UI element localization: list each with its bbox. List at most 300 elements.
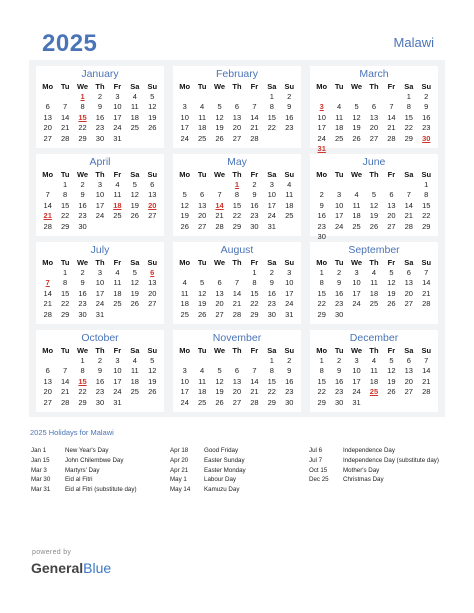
day-cell: 28 xyxy=(232,309,242,319)
holiday-day-cell: 31 xyxy=(317,144,326,154)
year-title: 2025 xyxy=(42,30,98,57)
day-cell: 26 xyxy=(148,387,157,397)
weekday-header: Sa xyxy=(130,345,140,355)
month-august xyxy=(173,242,301,324)
day-cell: 23 xyxy=(95,123,105,133)
empty-day-cell xyxy=(365,91,382,102)
day-cell: 23 xyxy=(334,387,344,397)
empty-day-cell xyxy=(330,91,347,102)
day-cell: 20 xyxy=(148,288,157,298)
weekday-header: Tu xyxy=(334,345,344,355)
day-cell: 7 xyxy=(406,190,411,200)
day-cell: 7 xyxy=(63,102,68,112)
holiday-date: Jul 6 xyxy=(309,447,323,454)
day-cell: 21 xyxy=(215,211,224,221)
day-cell: 17 xyxy=(352,376,361,386)
day-cell: 20 xyxy=(387,211,396,221)
weekday-header: Tu xyxy=(197,81,207,91)
weekday-header: Fr xyxy=(250,169,259,179)
day-cell: 11 xyxy=(180,288,189,298)
month-july xyxy=(36,242,164,324)
weekday-header: Mo xyxy=(179,345,191,355)
holiday-day-cell: 21 xyxy=(43,211,52,221)
day-cell: 19 xyxy=(180,211,189,221)
weekday-header: Sa xyxy=(130,169,140,179)
day-cell: 3 xyxy=(269,179,274,189)
weekday-header: We xyxy=(350,345,363,355)
day-cell: 29 xyxy=(317,397,326,407)
empty-day-cell xyxy=(211,355,228,366)
weekday-header: Sa xyxy=(267,81,277,91)
weekday-header: Tu xyxy=(60,81,70,91)
holiday-date: Oct 15 xyxy=(309,466,328,474)
day-cell: 27 xyxy=(43,397,52,407)
holiday-date: Jan 1 xyxy=(31,447,47,454)
weekday-header: Fr xyxy=(387,81,396,91)
day-cell: 30 xyxy=(95,133,105,143)
empty-day-cell xyxy=(313,179,330,190)
day-cell: 17 xyxy=(334,211,344,221)
day-cell: 25 xyxy=(352,221,361,231)
day-cell: 4 xyxy=(371,267,377,277)
day-cell: 27 xyxy=(43,133,52,143)
empty-day-cell xyxy=(39,91,56,102)
day-cell: 15 xyxy=(317,376,326,386)
day-cell: 7 xyxy=(252,366,257,376)
day-cell: 8 xyxy=(252,278,257,288)
empty-day-cell xyxy=(126,309,143,320)
day-cell: 8 xyxy=(319,366,324,376)
day-cell: 15 xyxy=(232,200,242,210)
day-cell: 27 xyxy=(404,299,413,309)
empty-day-cell xyxy=(365,309,382,320)
day-cell: 30 xyxy=(78,221,87,231)
day-cell: 26 xyxy=(197,309,207,319)
day-cell: 24 xyxy=(317,133,326,143)
weekday-header: Th xyxy=(232,257,242,267)
day-cell: 16 xyxy=(267,288,276,298)
holiday-name: Christmas Day xyxy=(343,476,384,484)
day-cell: 1 xyxy=(269,355,274,365)
day-cell: 14 xyxy=(60,112,70,122)
day-cell: 13 xyxy=(232,376,242,386)
day-cell: 23 xyxy=(334,299,344,309)
day-cell: 21 xyxy=(422,376,431,386)
calendar-grid xyxy=(36,66,438,411)
weekday-header: Fr xyxy=(387,169,396,179)
day-cell: 3 xyxy=(115,91,120,101)
day-cell: 10 xyxy=(285,278,294,288)
empty-day-cell xyxy=(348,144,365,155)
day-cell: 17 xyxy=(317,123,326,133)
day-cell: 13 xyxy=(148,190,157,200)
day-cell: 13 xyxy=(387,200,396,210)
day-cell: 19 xyxy=(130,200,139,210)
holiday-date: Mar 30 xyxy=(31,476,51,484)
empty-day-cell xyxy=(126,397,143,408)
month-january xyxy=(36,66,164,148)
day-cell: 29 xyxy=(267,397,276,407)
day-cell: 3 xyxy=(182,366,187,376)
day-cell: 22 xyxy=(78,387,87,397)
day-cell: 22 xyxy=(317,387,326,397)
weekday-header: Fr xyxy=(250,81,259,91)
day-cell: 9 xyxy=(287,102,292,112)
weekday-header: Th xyxy=(369,81,379,91)
empty-day-cell xyxy=(176,91,193,102)
holiday-name: Kamuzu Day xyxy=(204,486,240,494)
day-cell: 31 xyxy=(352,397,361,407)
day-cell: 12 xyxy=(130,190,139,200)
day-cell: 17 xyxy=(113,112,122,122)
day-cell: 19 xyxy=(369,211,379,221)
day-cell: 11 xyxy=(370,278,378,288)
day-cell: 2 xyxy=(424,91,429,101)
day-cell: 3 xyxy=(287,267,292,277)
weekday-header: Su xyxy=(284,81,295,91)
day-cell: 13 xyxy=(369,112,379,122)
weekday-header: We xyxy=(213,81,226,91)
weekday-header: Th xyxy=(369,257,379,267)
day-cell: 26 xyxy=(148,123,157,133)
day-cell: 6 xyxy=(217,278,222,288)
empty-day-cell xyxy=(176,267,193,278)
day-cell: 10 xyxy=(180,376,189,386)
day-cell: 20 xyxy=(43,387,52,397)
day-cell: 9 xyxy=(80,190,85,200)
day-cell: 21 xyxy=(60,387,70,397)
empty-day-cell xyxy=(246,355,263,366)
weekday-header: Sa xyxy=(267,345,277,355)
empty-day-cell xyxy=(348,309,365,320)
day-cell: 21 xyxy=(232,299,242,309)
day-cell: 30 xyxy=(334,397,344,407)
day-cell: 26 xyxy=(387,299,396,309)
weekday-header: Mo xyxy=(42,257,54,267)
day-cell: 14 xyxy=(422,278,431,288)
day-cell: 18 xyxy=(369,288,379,298)
day-cell: 18 xyxy=(113,288,122,298)
weekday-header: Fr xyxy=(387,257,396,267)
day-cell: 15 xyxy=(267,112,276,122)
weekday-header: Mo xyxy=(179,169,191,179)
day-cell: 9 xyxy=(337,278,342,288)
day-cell: 28 xyxy=(250,133,259,143)
day-cell: 6 xyxy=(406,267,411,277)
day-cell: 21 xyxy=(250,387,259,397)
day-cell: 5 xyxy=(132,267,137,277)
empty-day-cell xyxy=(330,232,347,243)
weekday-header: Su xyxy=(147,169,158,179)
day-cell: 29 xyxy=(422,221,431,231)
day-cell: 12 xyxy=(130,278,139,288)
day-cell: 23 xyxy=(78,211,87,221)
day-cell: 19 xyxy=(352,123,361,133)
day-cell: 9 xyxy=(97,366,103,376)
day-cell: 11 xyxy=(130,102,139,112)
day-cell: 29 xyxy=(78,397,87,407)
empty-day-cell xyxy=(144,133,161,144)
day-cell: 21 xyxy=(422,288,431,298)
day-cell: 26 xyxy=(130,299,139,309)
month-name: December xyxy=(349,332,399,344)
day-cell: 5 xyxy=(200,278,205,288)
day-cell: 7 xyxy=(45,190,50,200)
day-cell: 2 xyxy=(80,267,85,277)
holiday-list-item xyxy=(170,485,246,495)
day-cell: 11 xyxy=(198,376,207,386)
day-cell: 11 xyxy=(352,200,361,210)
day-cell: 31 xyxy=(113,133,122,143)
weekday-header: Tu xyxy=(197,257,207,267)
day-cell: 28 xyxy=(60,133,70,143)
holiday-list-item xyxy=(170,466,246,476)
day-cell: 14 xyxy=(404,200,413,210)
month-name: May xyxy=(227,156,247,168)
weekday-header: We xyxy=(76,81,89,91)
empty-day-cell xyxy=(418,397,435,408)
day-cell: 4 xyxy=(354,190,359,200)
day-cell: 8 xyxy=(269,366,274,376)
day-cell: 23 xyxy=(95,387,105,397)
day-cell: 22 xyxy=(232,211,242,221)
month-march xyxy=(310,66,438,154)
day-cell: 17 xyxy=(180,387,189,397)
day-cell: 5 xyxy=(132,179,137,189)
empty-day-cell xyxy=(400,144,417,155)
holiday-name: Labour Day xyxy=(204,476,236,484)
day-cell: 16 xyxy=(334,376,344,386)
day-cell: 26 xyxy=(369,221,379,231)
weekday-header: Fr xyxy=(250,345,259,355)
month-september xyxy=(310,242,438,324)
weekday-header: Tu xyxy=(197,345,207,355)
holiday-list-item xyxy=(31,456,137,466)
day-cell: 19 xyxy=(215,387,224,397)
powered-by-label: powered by xyxy=(32,549,72,556)
weekday-header: Su xyxy=(284,169,295,179)
day-cell: 25 xyxy=(369,299,379,309)
day-cell: 1 xyxy=(63,179,68,189)
day-cell: 12 xyxy=(215,112,224,122)
day-cell: 22 xyxy=(78,123,87,133)
empty-day-cell xyxy=(176,179,193,190)
month-name: March xyxy=(359,68,389,80)
day-cell: 27 xyxy=(404,387,413,397)
month-name: June xyxy=(362,156,386,168)
holiday-name: Easter Monday xyxy=(204,466,246,474)
day-cell: 9 xyxy=(252,190,257,200)
month-november xyxy=(173,330,301,412)
day-cell: 30 xyxy=(95,397,105,407)
day-cell: 7 xyxy=(234,278,240,288)
day-cell: 21 xyxy=(404,211,413,221)
day-cell: 18 xyxy=(180,299,189,309)
day-cell: 2 xyxy=(287,91,292,101)
empty-day-cell xyxy=(348,91,365,102)
empty-day-cell xyxy=(193,179,210,190)
day-cell: 22 xyxy=(60,211,70,221)
empty-day-cell xyxy=(109,309,126,320)
weekday-header: Th xyxy=(232,81,242,91)
day-cell: 27 xyxy=(148,299,157,309)
day-cell: 17 xyxy=(352,288,361,298)
day-cell: 4 xyxy=(132,91,137,101)
day-cell: 4 xyxy=(182,278,187,288)
weekday-header: Su xyxy=(284,345,295,355)
day-cell: 22 xyxy=(267,123,276,133)
day-cell: 20 xyxy=(232,123,242,133)
day-cell: 3 xyxy=(97,267,103,277)
month-days-table xyxy=(39,345,161,408)
empty-day-cell xyxy=(330,179,347,190)
day-cell: 8 xyxy=(424,190,429,200)
holiday-day-cell: 20 xyxy=(148,200,157,210)
day-cell: 12 xyxy=(180,200,189,210)
day-cell: 14 xyxy=(250,376,259,386)
day-cell: 23 xyxy=(285,123,294,133)
day-cell: 30 xyxy=(267,309,276,319)
empty-day-cell xyxy=(418,309,435,320)
empty-day-cell xyxy=(400,397,417,408)
month-name: April xyxy=(89,156,111,168)
day-cell: 20 xyxy=(197,211,207,221)
day-cell: 23 xyxy=(267,299,276,309)
day-cell: 8 xyxy=(234,190,240,200)
holiday-date: May 1 xyxy=(170,476,187,484)
day-cell: 18 xyxy=(334,123,344,133)
month-name: November xyxy=(212,332,262,344)
weekday-header: Fr xyxy=(250,257,259,267)
month-days-table xyxy=(176,169,298,232)
empty-day-cell xyxy=(365,232,382,243)
weekday-header: Sa xyxy=(130,257,140,267)
day-cell: 15 xyxy=(422,200,431,210)
holiday-day-cell: 1 xyxy=(234,179,240,189)
day-cell: 23 xyxy=(285,387,294,397)
weekday-header: Tu xyxy=(60,169,70,179)
holiday-list-item xyxy=(31,485,137,495)
holiday-name: Independence Day xyxy=(343,447,395,454)
holiday-day-cell: 18 xyxy=(113,200,122,210)
month-days-table xyxy=(176,345,298,408)
day-cell: 27 xyxy=(197,221,207,231)
month-april xyxy=(36,154,164,236)
day-cell: 10 xyxy=(334,200,344,210)
weekday-header: Th xyxy=(95,345,105,355)
day-cell: 28 xyxy=(43,309,52,319)
day-cell: 2 xyxy=(269,267,274,277)
holiday-name: New Year's Day xyxy=(65,447,109,454)
empty-day-cell xyxy=(246,91,263,102)
day-cell: 3 xyxy=(354,355,359,365)
weekday-header: Su xyxy=(147,345,158,355)
day-cell: 18 xyxy=(197,123,207,133)
weekday-header: We xyxy=(350,169,363,179)
empty-day-cell xyxy=(126,133,143,144)
day-cell: 2 xyxy=(252,179,257,189)
day-cell: 29 xyxy=(60,221,70,231)
brand-general: General xyxy=(31,560,84,576)
month-february xyxy=(173,66,301,148)
holiday-day-cell: 6 xyxy=(150,267,155,277)
weekday-header: We xyxy=(76,169,89,179)
weekday-header: Sa xyxy=(404,169,414,179)
day-cell: 2 xyxy=(287,355,292,365)
day-cell: 25 xyxy=(334,133,344,143)
empty-day-cell xyxy=(281,221,298,232)
day-cell: 28 xyxy=(215,221,224,231)
weekday-header: Tu xyxy=(197,169,207,179)
holiday-name: Eid al Fitri (substitute day) xyxy=(65,486,137,494)
empty-day-cell xyxy=(144,221,161,232)
month-days-table xyxy=(313,81,435,154)
weekday-header: Su xyxy=(284,257,295,267)
day-cell: 30 xyxy=(334,309,344,319)
day-cell: 25 xyxy=(285,211,294,221)
day-cell: 11 xyxy=(113,190,122,200)
day-cell: 28 xyxy=(250,397,259,407)
day-cell: 15 xyxy=(317,288,326,298)
holiday-day-cell: 1 xyxy=(80,91,85,101)
day-cell: 9 xyxy=(337,366,342,376)
month-name: January xyxy=(81,68,119,80)
weekday-header: Su xyxy=(421,345,432,355)
weekday-header: Su xyxy=(147,81,158,91)
holiday-date: Dec 25 xyxy=(309,476,329,484)
day-cell: 4 xyxy=(132,355,137,365)
day-cell: 22 xyxy=(60,299,70,309)
weekday-header: Th xyxy=(95,257,105,267)
empty-day-cell xyxy=(176,355,193,366)
day-cell: 8 xyxy=(63,190,68,200)
empty-day-cell xyxy=(383,91,400,102)
day-cell: 16 xyxy=(334,288,344,298)
day-cell: 31 xyxy=(267,221,276,231)
day-cell: 10 xyxy=(113,102,122,112)
day-cell: 20 xyxy=(232,387,242,397)
day-cell: 28 xyxy=(422,299,431,309)
day-cell: 18 xyxy=(197,387,207,397)
weekday-header: Mo xyxy=(42,81,54,91)
day-cell: 11 xyxy=(113,278,122,288)
holiday-column-2 xyxy=(170,446,246,495)
day-cell: 9 xyxy=(80,278,85,288)
day-cell: 4 xyxy=(337,102,342,112)
day-cell: 29 xyxy=(250,309,259,319)
holiday-date: Mar 31 xyxy=(31,486,51,494)
day-cell: 6 xyxy=(234,102,240,112)
holiday-list-item xyxy=(31,446,137,456)
empty-day-cell xyxy=(109,221,126,232)
month-name: October xyxy=(81,332,119,344)
day-cell: 11 xyxy=(285,190,294,200)
holiday-date: Apr 18 xyxy=(170,447,189,454)
weekday-header: We xyxy=(213,345,226,355)
holiday-name: Good Friday xyxy=(204,447,239,454)
day-cell: 18 xyxy=(285,200,294,210)
holiday-day-cell: 30 xyxy=(422,133,431,143)
empty-day-cell xyxy=(418,232,435,243)
day-cell: 29 xyxy=(404,133,413,143)
day-cell: 29 xyxy=(317,309,326,319)
holiday-list-item xyxy=(309,466,439,476)
day-cell: 3 xyxy=(182,102,187,112)
weekday-header: Fr xyxy=(113,81,122,91)
day-cell: 10 xyxy=(180,112,189,122)
day-cell: 6 xyxy=(150,179,155,189)
month-days-table xyxy=(313,345,435,408)
